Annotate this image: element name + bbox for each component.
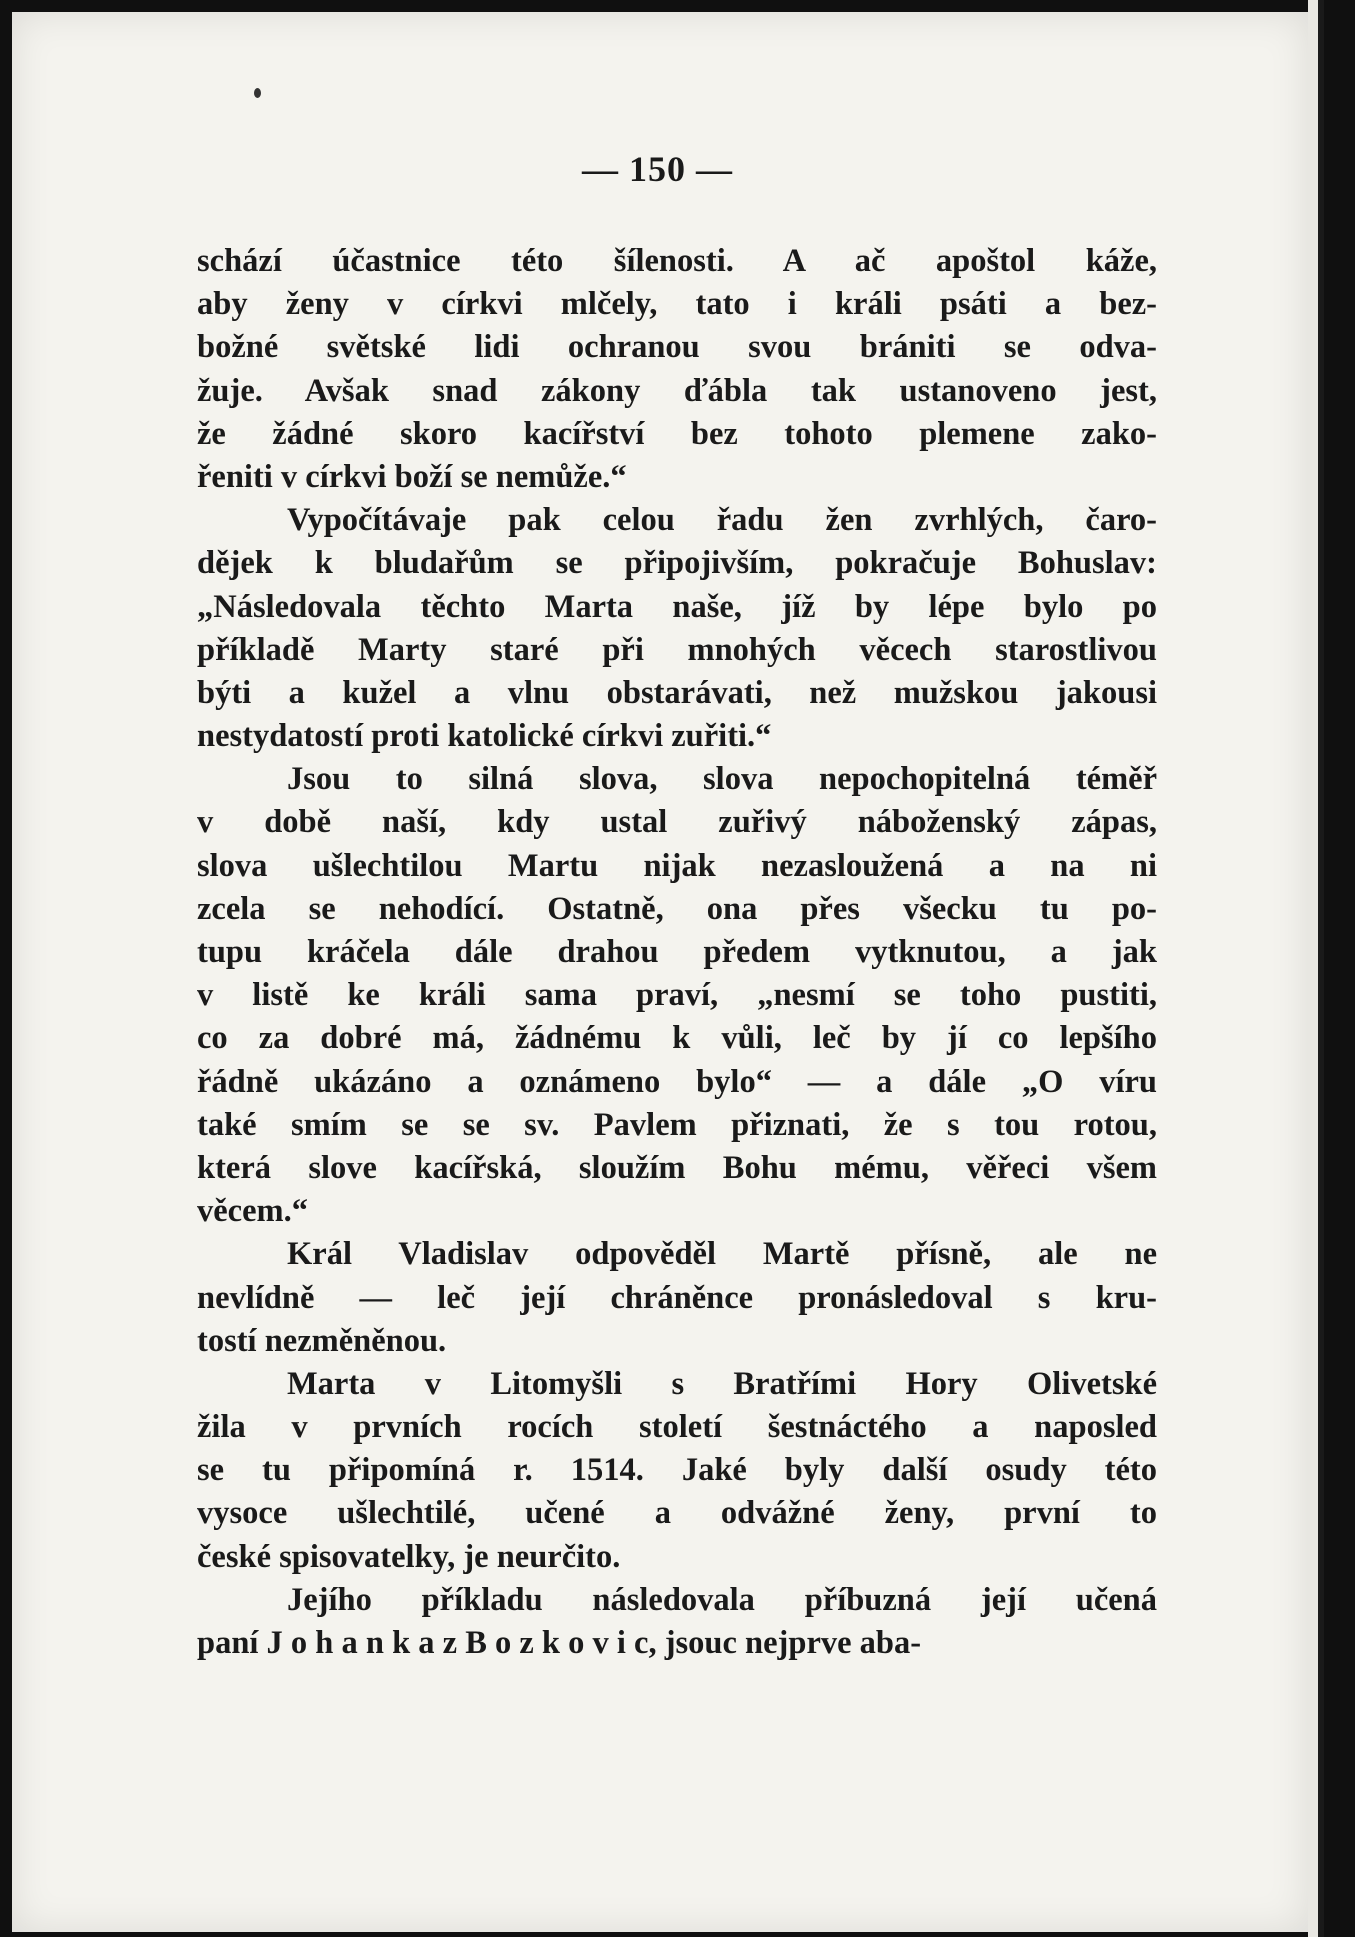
text-line: schází účastnice této šílenosti. A ač apoštol káže, [197,243,1157,279]
text-line: žuje. Avšak snad zákony ďábla tak ustanoveno jest, [197,372,1157,409]
text-line: zcela se nehodící. Ostatně, ona přes všecku tu po- [197,890,1157,927]
paragraph [197,1233,1157,1363]
text-line: paní J o h a n k a z B o z k o v i c, jsouc nejprve aba- [197,1625,922,1661]
paragraph [197,1363,1157,1579]
text-line: Král Vladislav odpověděl Martě přísně, ale ne [287,1236,1157,1273]
page-number: — 150 — [582,149,733,189]
text-line: Jejího příkladu následovala příbuzná její učená [287,1581,1157,1618]
text-line: dějek k bludařům se připojivším, pokračuje Bohuslav: [197,545,1157,582]
text-line: nevlídně — leč její chráněnce pronásledoval s kru- [197,1279,1157,1316]
text-line: býti a kužel a vlnu obstarávati, než mužskou jakousi [197,674,1157,711]
text-line: tupu kráčela dále drahou předem vytknutou, a jak [197,934,1157,970]
text-line: se tu připomíná r. 1514. Jaké byly další osudy této [197,1452,1157,1489]
text-line: Vypočítávaje pak celou řadu žen zvrhlých, čaro- [287,502,1157,539]
text-line: co za dobré má, žádnému k vůli, leč by jí co lepšího [197,1020,1157,1057]
ink-speck [254,88,261,98]
text-line: „Následovala těchto Marta naše, jíž by lépe bylo po [197,588,1157,625]
paragraph [197,1579,1157,1665]
text-line: aby ženy v církvi mlčely, tato i králi psáti a bez- [197,286,1157,323]
text-line: žila v prvních rocích století šestnáctého a naposled [197,1409,1157,1446]
text-line: že žádné skoro kacířství bez tohoto plemene zako- [197,415,1157,452]
text-line: nestydatostí proti katolické církvi zuřiti.“ [197,718,772,755]
text-line: tostí nezměněnou. [197,1322,447,1359]
text-line: v době naší, kdy ustal zuřivý náboženský zápas, [197,804,1157,841]
text-line: v listě ke králi sama praví, „nesmí se toho pustiti, [197,977,1157,1014]
text-line: také smím se se sv. Pavlem přiznati, že s tou rotou, [197,1106,1157,1143]
paragraph [197,240,1157,499]
text-line: řádně ukázáno a oznámeno bylo“ — a dále „O víru [197,1063,1157,1100]
text-line: příkladě Marty staré při mnohých věcech starostlivou [197,631,1157,668]
text-line: která slove kacířská, sloužím Bohu mému, věřeci všem [197,1149,1157,1186]
text-line: Jsou to silná slova, slova nepochopitelná téměř [287,761,1157,798]
paragraph [197,758,1157,1233]
text-line: české spisovatelky, je neurčito. [197,1538,621,1575]
text-line: řeniti v církvi boží se nemůže.“ [197,458,627,495]
page-edge-dark [1318,0,1324,1937]
text-line: božné světské lidi ochranou svou brániti se odva- [197,329,1157,366]
text-line: Marta v Litomyšli s Bratřími Hory Olivetské [287,1365,1157,1402]
text-line: slova ušlechtilou Martu nijak nezasloužená a na ni [197,847,1157,884]
text-line: vysoce ušlechtilé, učené a odvážné ženy, první to [197,1495,1157,1532]
body-text [197,240,1157,1665]
text-line: věcem.“ [197,1193,308,1230]
page-edge-light [1308,0,1318,1937]
paragraph [197,499,1157,758]
